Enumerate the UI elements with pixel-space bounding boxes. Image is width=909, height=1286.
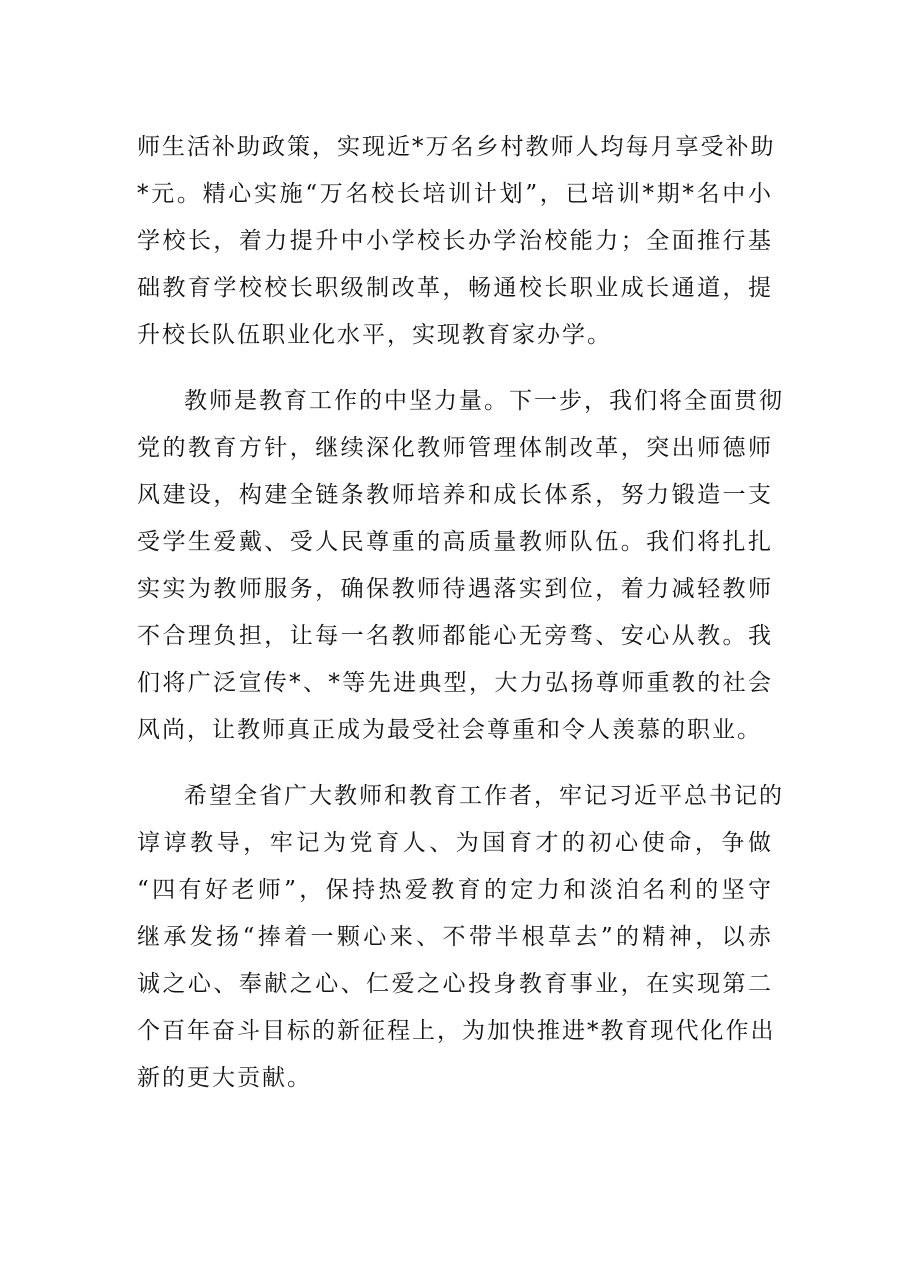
text-line: “四有好老师”，保持热爱教育的定力和淡泊名利的坚守 [137,877,773,903]
text-line: 继承发扬“捧着一颗心来、不带半根草去”的精神，以赤 [137,924,773,950]
text-line: 谆谆教导，牢记为党育人、为国育才的初心使命，争做 [137,830,773,856]
text-line: 们将广泛宣传*、*等先进典型，大力弘扬尊师重教的社会 [137,670,773,696]
text-line: 个百年奋斗目标的新征程上，为加快推进*教育现代化作出 [137,1018,776,1044]
paragraph-gap [137,754,773,773]
text-line: 党的教育方针，继续深化教师管理体制改革，突出师德师 [137,435,773,461]
text-line: 希望全省广大教师和教育工作者，牢记习近平总书记的 [184,783,784,809]
text-line: 师生活补助政策，实现近*万名乡村教师人均每月享受补助 [137,134,776,160]
paragraph-2 [137,378,784,754]
text-line: 教师是教育工作的中坚力量。下一步，我们将全面贯彻 [184,388,784,414]
text-line: 风尚，让教师真正成为最受社会尊重和令人羡慕的职业。 [137,717,762,743]
text-line: 不合理负担，让每一名教师都能心无旁骛、安心从教。我 [137,623,773,649]
text-line: 诚之心、奉献之心、仁爱之心投身教育事业，在实现第二 [137,971,773,997]
text-line: 础教育学校校长职级制改革，畅通校长职业成长通道，提 [137,275,773,301]
text-line: 受学生爱戴、受人民尊重的高质量教师队伍。我们将扎扎 [137,529,773,555]
paragraph-1 [137,124,776,359]
paragraph-3 [137,773,784,1102]
document-body [137,124,784,1102]
text-line: 风建设，构建全链条教师培养和成长体系，努力锻造一支 [137,482,773,508]
text-line: 升校长队伍职业化水平，实现教育家办学。 [137,322,612,348]
text-line: 实实为教师服务，确保教师待遇落实到位，着力减轻教师 [137,576,773,602]
text-line: *元。精心实施“万名校长培训计划”，已培训*期*名中小 [137,181,773,207]
text-line: 新的更大贡献。 [137,1065,312,1091]
text-line: 学校长，着力提升中小学校长办学治校能力；全面推行基 [137,228,773,254]
paragraph-gap [137,359,773,378]
